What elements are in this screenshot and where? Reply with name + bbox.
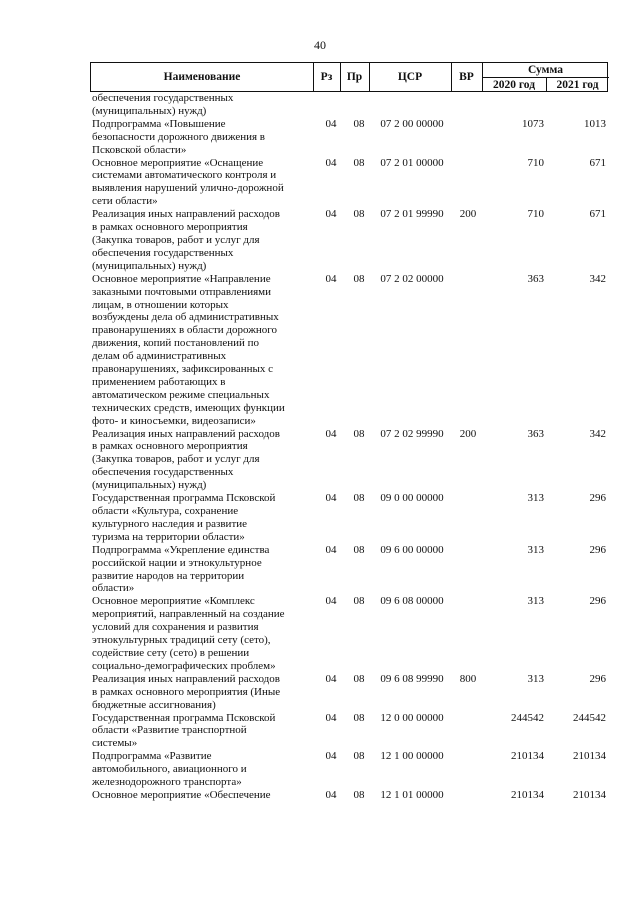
row-csr: 07 2 01 00000	[380, 156, 444, 169]
row-name-line: Основное мероприятие «Направление	[92, 272, 271, 285]
row-csr: 07 2 02 00000	[380, 272, 444, 285]
row-name-line: содействие сету (сето) в решении	[92, 646, 250, 659]
row-name-line: безопасности дорожного движения в	[92, 130, 265, 143]
header-rz: Рз	[320, 71, 333, 83]
page-number: 40	[314, 38, 326, 52]
row-pr: 08	[353, 272, 365, 285]
row-name-line: Основное мероприятие «Оснащение	[92, 156, 264, 169]
row-csr: 09 6 08 99990	[380, 672, 444, 685]
row-name-line: в рамках основного мероприятия	[92, 440, 248, 453]
row-sum-2020: 313	[527, 595, 544, 608]
table-row	[92, 492, 612, 544]
row-pr: 08	[353, 427, 365, 440]
row-rz: 04	[325, 208, 337, 221]
row-sum-2020: 313	[527, 492, 544, 505]
row-name-line: туризма на территории области»	[92, 530, 245, 543]
header-2021: 2021 год	[556, 79, 599, 91]
row-name-line: культурного наследия и развитие	[92, 517, 248, 530]
table-body	[92, 92, 612, 802]
row-name-line: Основное мероприятие «Комплекс	[92, 595, 255, 608]
row-name-line: обеспечения государственных	[92, 466, 234, 479]
row-name-line: (муниципальных) нужд)	[92, 259, 207, 272]
row-pr: 08	[353, 788, 365, 801]
row-sum-2021: 296	[589, 672, 606, 685]
row-name-line: в рамках основного мероприятия	[92, 221, 248, 234]
row-name-line: области «Развитие транспортной	[92, 724, 247, 737]
row-name-line: российской нации и этнокультурное	[92, 556, 262, 569]
row-name-line: Реализация иных направлений расходов	[92, 427, 280, 440]
row-name-line: сети области»	[92, 195, 158, 208]
row-name	[92, 492, 298, 544]
row-rz: 04	[325, 788, 337, 801]
row-sum-2020: 210134	[511, 750, 544, 763]
row-name-line: правонарушениях, зафиксированных с	[92, 363, 274, 376]
table-header	[90, 62, 608, 92]
row-sum-2021: 342	[589, 272, 606, 285]
row-name-line: обеспечения государственных	[92, 246, 234, 259]
row-sum-2021: 342	[589, 427, 606, 440]
row-name	[92, 595, 298, 672]
row-sum-2020: 363	[527, 427, 544, 440]
row-name-line: Реализация иных направлений расходов	[92, 208, 280, 221]
row-sum-2021: 671	[589, 156, 606, 169]
row-name-line: движения, копий постановлений по	[92, 337, 260, 350]
row-csr: 09 6 00 00000	[380, 543, 444, 556]
row-csr: 07 2 01 99990	[380, 208, 444, 221]
row-csr: 12 1 01 00000	[380, 788, 444, 801]
row-rz: 04	[325, 711, 337, 724]
table-row	[92, 673, 612, 712]
row-name-line: Государственная программа Псковской	[92, 711, 276, 724]
row-pr: 08	[353, 492, 365, 505]
row-rz: 04	[325, 595, 337, 608]
header-csr: ЦСР	[397, 71, 423, 83]
row-name-line: системы»	[92, 737, 138, 750]
row-name-line: автомобильного, авиационного и	[92, 763, 247, 776]
row-sum-2021: 296	[589, 543, 606, 556]
row-name	[92, 750, 298, 789]
row-name-line: условий для сохранения и развития	[92, 621, 259, 634]
row-name-line: социально-демографических проблем»	[92, 659, 276, 672]
row-name-line: делам об административных	[92, 350, 227, 363]
row-sum-2021: 244542	[573, 711, 606, 724]
row-name-line: обеспечения государственных	[92, 92, 234, 104]
row-csr: 09 0 00 00000	[380, 492, 444, 505]
row-vr: 200	[459, 208, 477, 221]
row-name	[92, 544, 298, 596]
row-pr: 08	[353, 543, 365, 556]
row-name-line: развитие народов на территории	[92, 569, 245, 582]
row-name-line: (муниципальных) нужд)	[92, 479, 207, 492]
row-rz: 04	[325, 427, 337, 440]
row-name-line: Реализация иных направлений расходов	[92, 672, 280, 685]
row-sum-2020: 710	[527, 156, 544, 169]
row-name-line: области»	[92, 582, 135, 595]
row-name	[92, 118, 298, 157]
row-sum-2021: 296	[589, 595, 606, 608]
row-name-line: возбуждены дела об административных	[92, 311, 279, 324]
row-pr: 08	[353, 672, 365, 685]
row-sum-2020: 313	[527, 543, 544, 556]
row-rz: 04	[325, 117, 337, 130]
row-sum-2020: 244542	[511, 711, 544, 724]
table-row	[92, 750, 612, 789]
row-rz: 04	[325, 750, 337, 763]
row-name	[92, 712, 298, 751]
row-name	[92, 273, 298, 428]
row-name	[92, 789, 298, 802]
row-sum-2020: 363	[527, 272, 544, 285]
row-csr: 12 1 00 00000	[380, 750, 444, 763]
row-sum-2021: 1013	[584, 117, 606, 130]
row-pr: 08	[353, 117, 365, 130]
row-name-line: (Закупка товаров, работ и услуг для	[92, 233, 260, 246]
row-pr: 08	[353, 750, 365, 763]
header-2020: 2020 год	[492, 79, 536, 91]
table-row	[92, 157, 612, 209]
row-name	[92, 92, 298, 118]
row-rz: 04	[325, 543, 337, 556]
header-sum: Сумма	[528, 64, 563, 76]
table-row	[92, 92, 612, 118]
table-row	[92, 428, 612, 493]
row-pr: 08	[353, 595, 365, 608]
row-pr: 08	[353, 208, 365, 221]
row-name-line: Подпрограмма «Укрепление единства	[92, 543, 270, 556]
row-name	[92, 428, 298, 493]
row-name	[92, 157, 298, 209]
row-sum-2021: 210134	[573, 750, 606, 763]
row-name-line: Псковской области»	[92, 143, 187, 156]
row-name-line: Подпрограмма «Повышение	[92, 117, 226, 130]
row-rz: 04	[325, 492, 337, 505]
row-name-line: области «Культура, сохранение	[92, 505, 239, 517]
row-name-line: системами автоматического контроля и	[92, 169, 277, 182]
row-name-line: Подпрограмма «Развитие	[92, 750, 212, 763]
row-name-line: автоматическом режиме специальных	[92, 388, 270, 401]
row-sum-2021: 671	[589, 208, 606, 221]
row-name-line: этнокультурных традиций сету (сето),	[92, 634, 271, 647]
row-pr: 08	[353, 156, 365, 169]
row-name-line: правонарушениях в области дорожного	[92, 324, 277, 337]
header-name: Наименование	[163, 71, 241, 83]
table-row	[92, 273, 612, 428]
row-rz: 04	[325, 672, 337, 685]
table-row	[92, 712, 612, 751]
row-sum-2021: 296	[589, 492, 606, 505]
row-vr: 800	[459, 672, 477, 685]
row-name-line: фото- и киносъемки, видеозаписи»	[92, 414, 256, 427]
table-row	[92, 208, 612, 273]
row-csr: 09 6 08 00000	[380, 595, 444, 608]
row-sum-2020: 1073	[522, 117, 544, 130]
row-rz: 04	[325, 272, 337, 285]
row-csr: 07 2 02 99990	[380, 427, 444, 440]
header-pr: Пр	[346, 71, 363, 83]
row-name-line: железнодорожного транспорта»	[92, 776, 242, 789]
row-csr: 07 2 00 00000	[380, 117, 444, 130]
row-name-line: бюджетные ассигнования)	[92, 698, 216, 711]
header-vr: ВР	[459, 71, 474, 83]
row-sum-2020: 710	[527, 208, 544, 221]
row-name-line: Государственная программа Псковской	[92, 492, 276, 505]
row-name-line: применением работающих в	[92, 375, 226, 388]
row-name-line: (муниципальных) нужд)	[92, 104, 207, 117]
table-row	[92, 789, 612, 802]
row-name-line: Основное мероприятие «Обеспечение	[92, 788, 271, 801]
table-row	[92, 595, 612, 672]
row-name-line: мероприятий, направленный на создание	[92, 608, 285, 621]
row-csr: 12 0 00 00000	[380, 711, 444, 724]
row-name-line: (Закупка товаров, работ и услуг для	[92, 453, 260, 466]
row-name	[92, 673, 298, 712]
row-name-line: в рамках основного мероприятия (Иные	[92, 685, 281, 698]
row-pr: 08	[353, 711, 365, 724]
table-row	[92, 118, 612, 157]
row-name-line: технических средств, имеющих функции	[92, 401, 285, 414]
row-sum-2020: 313	[527, 672, 544, 685]
row-vr: 200	[459, 427, 477, 440]
row-name	[92, 208, 298, 273]
row-name-line: лицам, в отношении которых	[92, 298, 229, 311]
row-sum-2020: 210134	[511, 788, 544, 801]
table-row	[92, 544, 612, 596]
row-rz: 04	[325, 156, 337, 169]
row-name-line: выявления нарушений улично-дорожной	[92, 182, 284, 195]
row-name-line: заказными почтовыми отправлениями	[92, 285, 272, 298]
row-sum-2021: 210134	[573, 788, 606, 801]
header-divider	[482, 77, 609, 78]
